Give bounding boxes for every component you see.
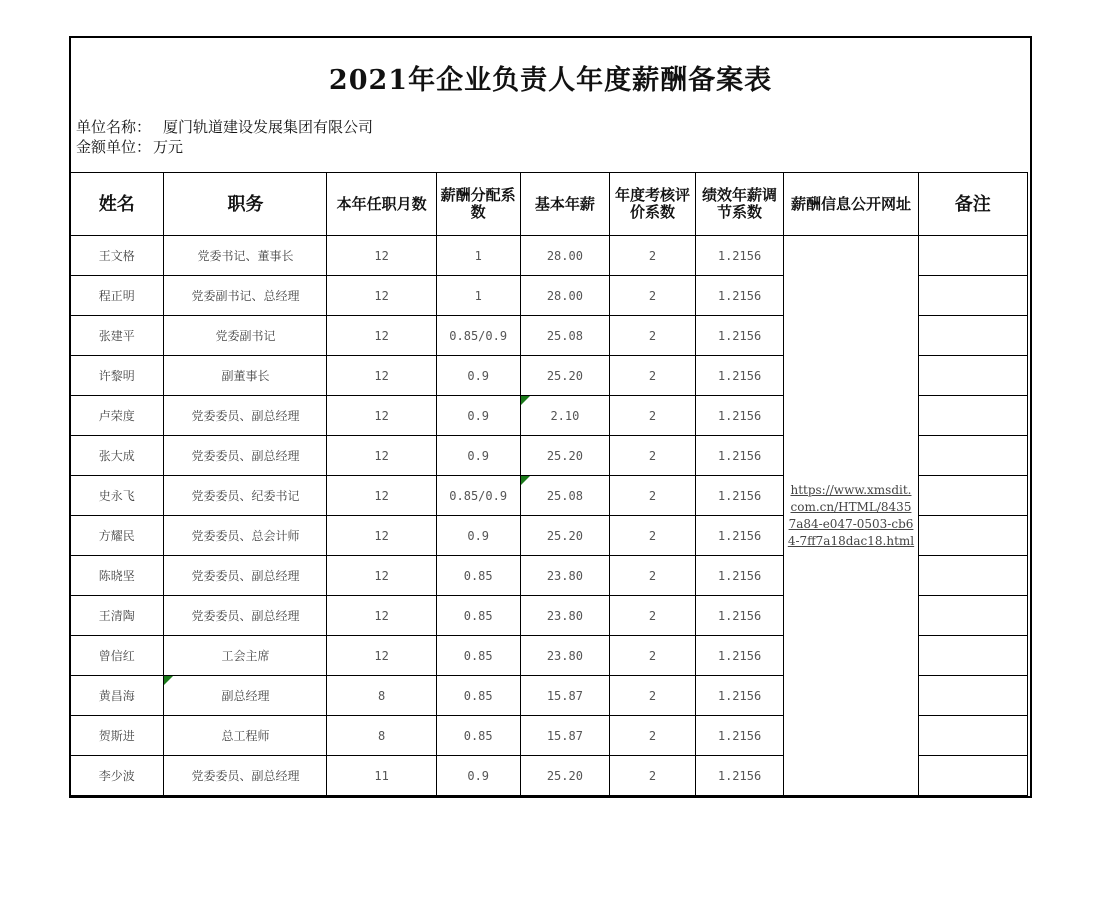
cell-base-salary: 23.80 (520, 556, 610, 596)
unit-name-line (76, 118, 373, 136)
cell-position: 工会主席 (164, 636, 327, 676)
cell-coef: 0.85/0.9 (436, 316, 520, 356)
cell-remarks (918, 236, 1027, 276)
cell-adjust-coef: 1.2156 (695, 236, 784, 276)
cell-remarks (918, 516, 1027, 556)
cell-adjust-coef: 1.2156 (695, 436, 784, 476)
cell-remarks (918, 756, 1027, 796)
amount-unit-line (76, 138, 183, 156)
cell-remarks (918, 316, 1027, 356)
cell-name: 许黎明 (70, 356, 164, 396)
amount-unit: 万元 (153, 138, 184, 156)
cell-eval-coef: 2 (610, 636, 696, 676)
cell-remarks (918, 276, 1027, 316)
cell-adjust-coef: 1.2156 (695, 596, 784, 636)
cell-months: 12 (327, 356, 436, 396)
cell-name: 卢荣度 (70, 396, 164, 436)
cell-position: 副董事长 (164, 356, 327, 396)
salary-table (69, 172, 1028, 796)
cell-months: 8 (327, 716, 436, 756)
cell-months: 12 (327, 636, 436, 676)
table-header-row (70, 173, 1028, 236)
cell-months: 8 (327, 676, 436, 716)
cell-name: 张大成 (70, 436, 164, 476)
cell-remarks (918, 356, 1027, 396)
cell-coef: 0.9 (436, 756, 520, 796)
cell-position: 总工程师 (164, 716, 327, 756)
unit-label: 单位名称： (76, 118, 152, 136)
cell-remarks (918, 716, 1027, 756)
cell-name: 曾信红 (70, 636, 164, 676)
cell-months: 12 (327, 476, 436, 516)
cell-remarks (918, 556, 1027, 596)
cell-name: 李少波 (70, 756, 164, 796)
cell-position: 党委书记、董事长 (164, 236, 327, 276)
cell-adjust-coef: 1.2156 (695, 316, 784, 356)
cell-eval-coef: 2 (610, 276, 696, 316)
cell-adjust-coef: 1.2156 (695, 356, 784, 396)
cell-eval-coef: 2 (610, 396, 696, 436)
cell-coef: 0.9 (436, 356, 520, 396)
comment-indicator-icon (164, 676, 173, 685)
header-eval-coef: 年度考核评价系数 (610, 173, 696, 236)
cell-position: 副总经理 (164, 676, 327, 716)
cell-months: 12 (327, 436, 436, 476)
cell-name: 程正明 (70, 276, 164, 316)
cell-remarks (918, 436, 1027, 476)
cell-months: 12 (327, 316, 436, 356)
cell-remarks (918, 636, 1027, 676)
cell-name: 贺斯进 (70, 716, 164, 756)
cell-position: 党委委员、副总经理 (164, 596, 327, 636)
cell-adjust-coef: 1.2156 (695, 516, 784, 556)
cell-months: 12 (327, 236, 436, 276)
cell-name: 史永飞 (70, 476, 164, 516)
cell-name: 黄昌海 (70, 676, 164, 716)
header-base-salary: 基本年薪 (520, 173, 610, 236)
cell-adjust-coef: 1.2156 (695, 636, 784, 676)
cell-eval-coef: 2 (610, 436, 696, 476)
cell-coef: 0.85/0.9 (436, 476, 520, 516)
cell-adjust-coef: 1.2156 (695, 676, 784, 716)
sheet-title: 2021年企业负责人年度薪酬备案表 (328, 65, 773, 96)
cell-position: 党委委员、总会计师 (164, 516, 327, 556)
cell-adjust-coef: 1.2156 (695, 476, 784, 516)
cell-position: 党委委员、纪委书记 (164, 476, 327, 516)
cell-position: 党委委员、副总经理 (164, 756, 327, 796)
cell-eval-coef: 2 (610, 716, 696, 756)
cell-eval-coef: 2 (610, 356, 696, 396)
cell-coef: 0.9 (436, 436, 520, 476)
cell-eval-coef: 2 (610, 596, 696, 636)
table-row (70, 236, 1028, 276)
cell-eval-coef: 2 (610, 236, 696, 276)
cell-remarks (918, 676, 1027, 716)
amount-label: 金额单位： (76, 138, 152, 156)
cell-base-salary: 25.08 (520, 476, 610, 516)
cell-months: 12 (327, 596, 436, 636)
cell-base-salary: 15.87 (520, 676, 610, 716)
cell-adjust-coef: 1.2156 (695, 396, 784, 436)
cell-months: 12 (327, 556, 436, 596)
cell-name: 张建平 (70, 316, 164, 356)
cell-coef: 0.85 (436, 716, 520, 756)
comment-indicator-icon (521, 396, 530, 405)
cell-adjust-coef: 1.2156 (695, 556, 784, 596)
salary-sheet (69, 36, 1032, 798)
cell-eval-coef: 2 (610, 316, 696, 356)
cell-adjust-coef: 1.2156 (695, 716, 784, 756)
cell-eval-coef: 2 (610, 756, 696, 796)
cell-eval-coef: 2 (610, 556, 696, 596)
cell-name: 方耀民 (70, 516, 164, 556)
salary-info-url-link[interactable]: https://www.xmsdit.com.cn/HTML/84357a84-e047-0503-cb64-7ff7a18dac18.html (784, 236, 918, 796)
cell-base-salary: 23.80 (520, 636, 610, 676)
header-url: 薪酬信息公开网址 (784, 173, 918, 236)
cell-base-salary: 23.80 (520, 596, 610, 636)
cell-base-salary: 28.00 (520, 276, 610, 316)
cell-eval-coef: 2 (610, 676, 696, 716)
cell-coef: 0.9 (436, 396, 520, 436)
cell-months: 12 (327, 276, 436, 316)
cell-base-salary: 25.20 (520, 756, 610, 796)
header-months: 本年任职月数 (327, 173, 436, 236)
header-position: 职务 (164, 173, 327, 236)
cell-base-salary: 15.87 (520, 716, 610, 756)
cell-eval-coef: 2 (610, 476, 696, 516)
cell-coef: 0.85 (436, 676, 520, 716)
cell-name: 王清陶 (70, 596, 164, 636)
cell-months: 11 (327, 756, 436, 796)
cell-coef: 0.85 (436, 556, 520, 596)
cell-position: 党委委员、副总经理 (164, 556, 327, 596)
cell-position: 党委副书记、总经理 (164, 276, 327, 316)
cell-base-salary: 25.20 (520, 356, 610, 396)
cell-coef: 0.85 (436, 636, 520, 676)
header-adjust-coef: 绩效年薪调节系数 (695, 173, 784, 236)
cell-months: 12 (327, 516, 436, 556)
cell-adjust-coef: 1.2156 (695, 756, 784, 796)
cell-name: 陈晓坚 (70, 556, 164, 596)
cell-months: 12 (327, 396, 436, 436)
cell-base-salary: 25.20 (520, 436, 610, 476)
cell-coef: 0.9 (436, 516, 520, 556)
cell-position: 党委副书记 (164, 316, 327, 356)
cell-coef: 1 (436, 236, 520, 276)
cell-eval-coef: 2 (610, 516, 696, 556)
cell-position: 党委委员、副总经理 (164, 436, 327, 476)
cell-remarks (918, 476, 1027, 516)
cell-name: 王文格 (70, 236, 164, 276)
cell-remarks (918, 396, 1027, 436)
cell-remarks (918, 596, 1027, 636)
cell-base-salary: 25.08 (520, 316, 610, 356)
cell-coef: 0.85 (436, 596, 520, 636)
unit-name: 厦门轨道建设发展集团有限公司 (163, 118, 374, 136)
header-coef: 薪酬分配系数 (436, 173, 520, 236)
header-name: 姓名 (70, 173, 164, 236)
cell-base-salary: 2.10 (520, 396, 610, 436)
comment-indicator-icon (521, 476, 530, 485)
cell-adjust-coef: 1.2156 (695, 276, 784, 316)
cell-base-salary: 28.00 (520, 236, 610, 276)
header-remarks: 备注 (918, 173, 1027, 236)
cell-position: 党委委员、副总经理 (164, 396, 327, 436)
cell-base-salary: 25.20 (520, 516, 610, 556)
cell-coef: 1 (436, 276, 520, 316)
